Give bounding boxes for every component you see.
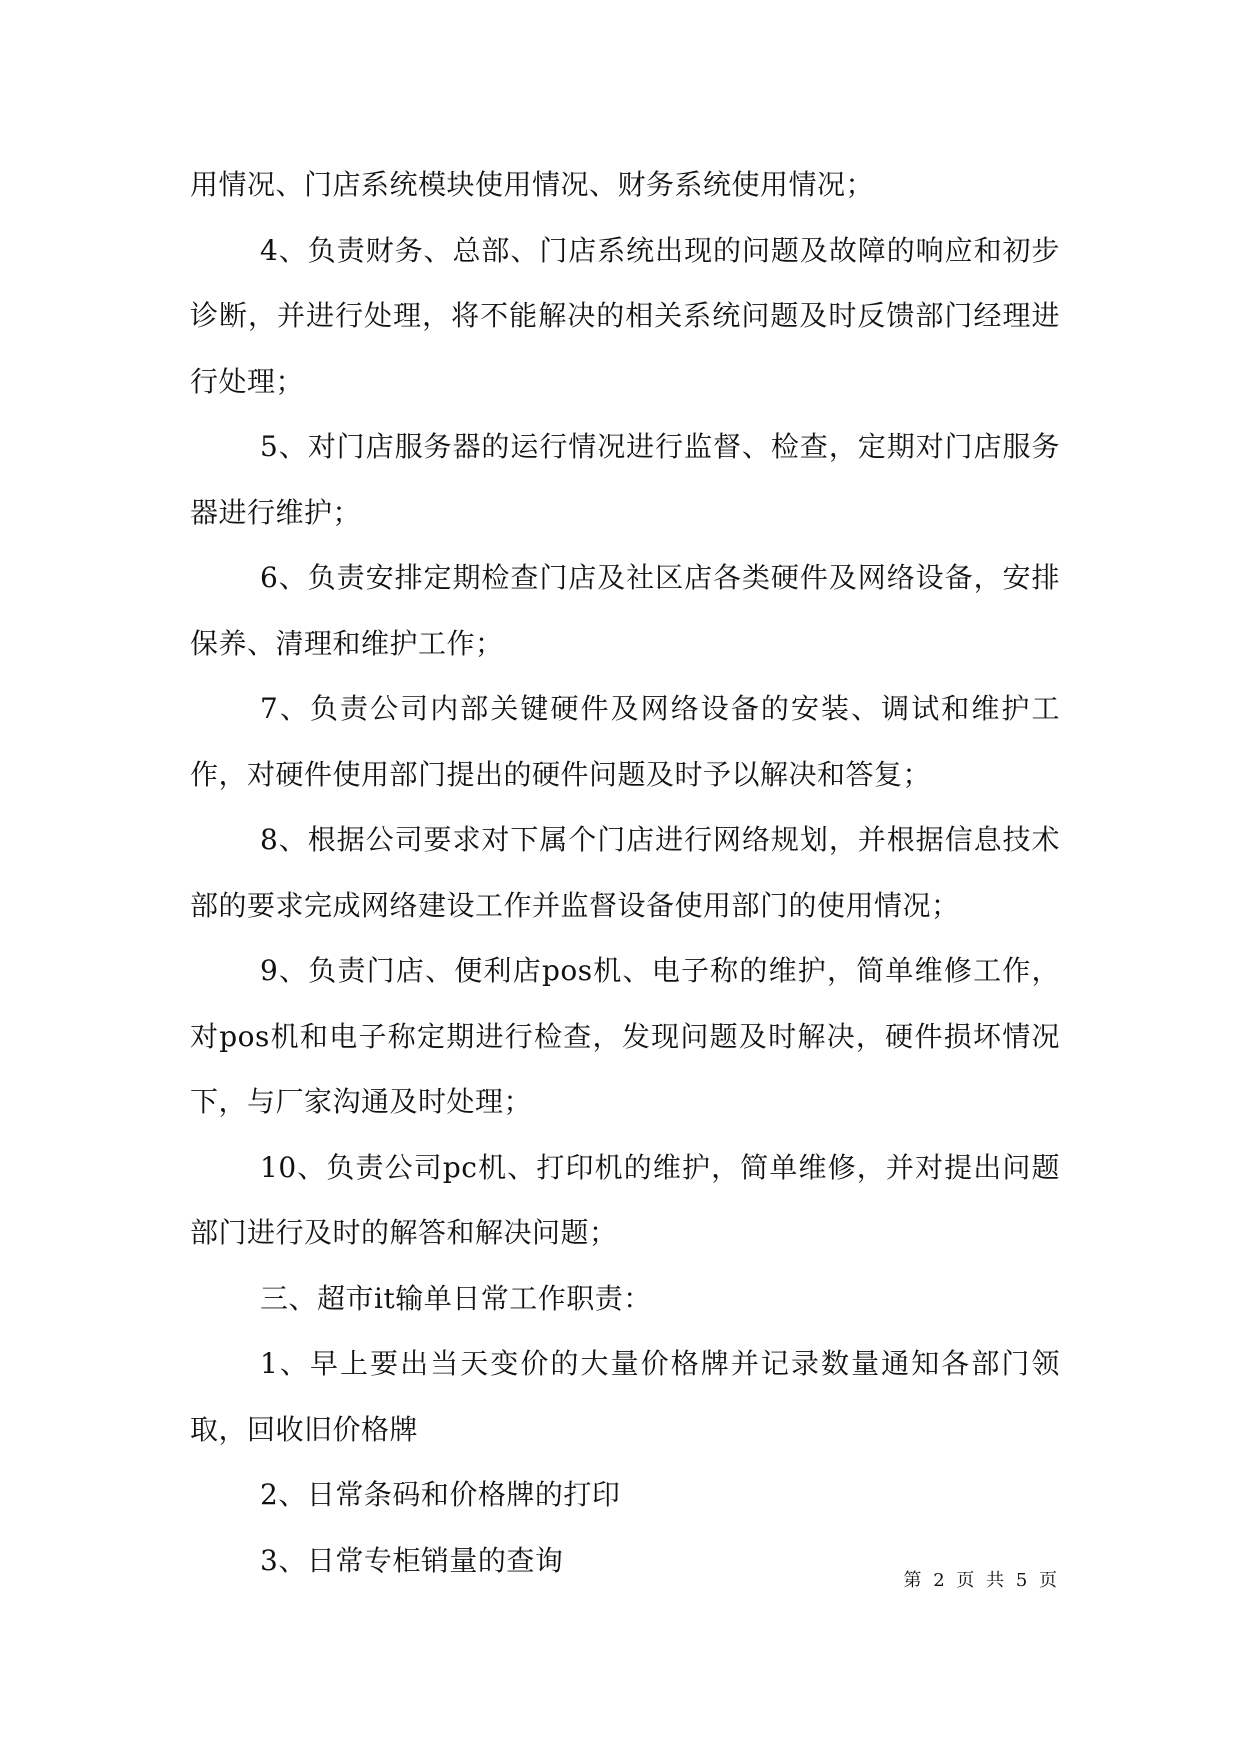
paragraph-item-8: 8、根据公司要求对下属个门店进行网络规划，并根据信息技术部的要求完成网络建设工作并监督设备使用部门的使用情况； — [190, 823, 1060, 922]
paragraph-item-4: 4、负责财务、总部、门店系统出现的问题及故障的响应和初步诊断，并进行处理，将不能解决的相关系统问题及时反馈部门经理进行处理； — [190, 233, 1060, 398]
paragraph-section3-item-3: 3、日常专柜销量的查询 — [260, 1543, 564, 1577]
paragraph-item-5: 5、对门店服务器的运行情况进行监督、检查，定期对门店服务器进行维护； — [190, 430, 1060, 529]
document-body — [190, 152, 1060, 1593]
paragraph-continuation: 用情况、门店系统模块使用情况、财务系统使用情况； — [190, 168, 875, 201]
paragraph-section3-item-2: 2、日常条码和价格牌的打印 — [260, 1478, 621, 1511]
page-number-footer: 第 2 页 共 5 页 — [903, 1570, 1060, 1591]
paragraph-item-6: 6、负责安排定期检查门店及社区店各类硬件及网络设备，安排保养、清理和维护工作； — [190, 561, 1060, 660]
paragraph-item-7: 7、负责公司内部关键硬件及网络设备的安装、调试和维护工作，对硬件使用部门提出的硬件问题及时予以解决和答复； — [190, 692, 1060, 791]
paragraph-item-10: 10、负责公司pc机、打印机的维护，简单维修，并对提出问题部门进行及时的解答和解决问题； — [190, 1150, 1060, 1249]
section-heading-3: 三、超市it输单日常工作职责： — [260, 1281, 652, 1315]
paragraph-item-9: 9、负责门店、便利店pos机、电子称的维护，简单维修工作，对pos机和电子称定期进行检查，发现问题及时解决，硬件损坏情况下，与厂家沟通及时处理； — [190, 954, 1060, 1118]
paragraph-section3-item-1: 1、早上要出当天变价的大量价格牌并记录数量通知各部门领取，回收旧价格牌 — [190, 1347, 1060, 1446]
